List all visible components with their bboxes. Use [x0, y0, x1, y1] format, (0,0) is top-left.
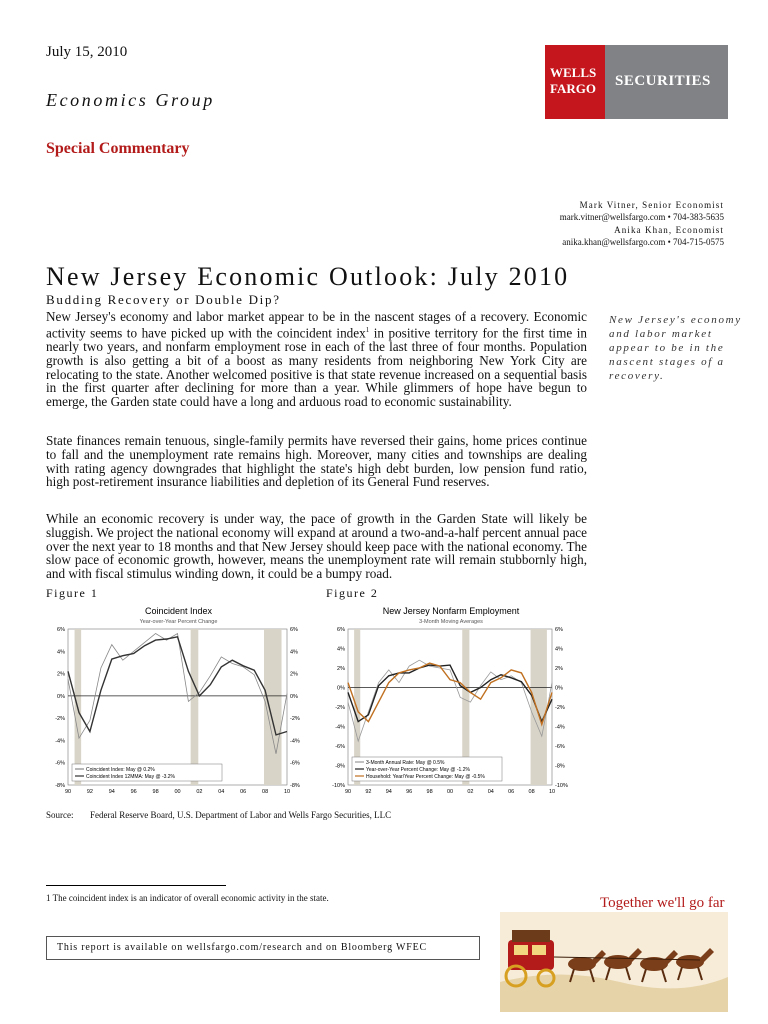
x-tick-label: 90 [64, 789, 72, 795]
figure-1-label: Figure 1 [46, 586, 99, 600]
paragraph-3: While an economic recovery is under way, the pace of growth in the Garden State will likely be sluggish. We project the national economy will expand at around a two-and-a-half percent annual pace over the next year to 18 months and that New Jersey should keep pace with the national economy. The slow pace of economic growth, however, means the unemployment rate will remain stubbornly high, and with fiscal stimulus winding down, it could be a bumpy road. [46, 511, 588, 582]
logo-fargo-text: FARGO [550, 81, 596, 96]
y-tick-label-right: -2% [555, 705, 565, 711]
x-tick-label: 00 [446, 789, 454, 795]
x-tick-label: 08 [262, 789, 269, 795]
y-tick-label-right: -8% [290, 783, 300, 789]
y-tick-label-right: -8% [555, 763, 565, 770]
y-tick-label-right: -4% [555, 724, 565, 731]
y-tick-label-right: -10% [555, 783, 568, 789]
report-date: July 15, 2010 [46, 44, 128, 60]
x-tick-label: 92 [86, 789, 93, 795]
y-tick-label-right: 4% [555, 646, 563, 653]
chart-subtitle: Year-over-Year Percent Change [139, 619, 218, 625]
x-tick-label: 06 [240, 789, 247, 795]
figure-source [46, 810, 391, 820]
paragraph-1-rest: in positive territory for the first time in nearly two years, and nonfarm employment rose in each of the last three of four months. Population growth is also getting a bit of a boost as many residents from neighboring New York City are relocating to the state. Another welcomed positive is that state revenue increased on a sequential basis in the first quarter after declining for more than a year. While glimmers of hope have begun to emerge, the Garden state could have a long and arduous road to economic sustainability. [46, 325, 587, 410]
paragraph-1-start: New Jersey's economy and labor market appear to be in the nascent stages of a recovery. Economic activity seems to have picked up with the coincident index [46, 309, 587, 341]
sidebar-pull-quote: New Jersey's economy and labor market appear to be in the nascent stages of a recovery. [609, 314, 742, 382]
author-1-name: Mark Vitner, Senior Economist [579, 200, 724, 210]
y-tick-label-left: -4% [55, 738, 65, 745]
y-tick-label-left: 6% [57, 627, 65, 633]
x-tick-label: 94 [108, 789, 115, 795]
figure-2-label: Figure 2 [326, 586, 379, 600]
report-availability-text[interactable]: This report is available on wellsfargo.com/research and on Bloomberg WFEC [57, 942, 427, 953]
y-tick-label-left: 2% [57, 671, 65, 678]
paragraph-1 [46, 310, 587, 409]
x-tick-label: 92 [365, 789, 372, 795]
plot-area [68, 629, 287, 785]
y-tick-label-left: 2% [337, 666, 345, 672]
coincident-index-chart [46, 601, 311, 801]
y-tick-label-right: 6% [555, 627, 563, 633]
x-tick-label: 04 [218, 789, 225, 795]
y-tick-label-left: -2% [55, 716, 65, 723]
footnote-number: 1 [46, 893, 51, 903]
logo-securities-text: SECURITIES [615, 73, 711, 89]
special-commentary-heading: Special Commentary [46, 140, 190, 157]
y-tick-label-right: 0% [290, 693, 298, 700]
author-block [560, 199, 724, 248]
article-subtitle: Budding Recovery or Double Dip? [46, 292, 281, 307]
x-tick-label: 10 [283, 789, 291, 795]
legend-entry: Year-over-Year Percent Change: May @ -1.2% [366, 767, 470, 773]
y-tick-label-left: -10% [332, 783, 345, 789]
chart-subtitle: 3-Month Moving Averages [419, 619, 483, 625]
logo-red-block [545, 45, 605, 119]
footnote-text: The coincident index is an indicator of overall economic activity in the state. [50, 893, 329, 903]
x-tick-label: 96 [130, 789, 137, 795]
legend-entry: 3-Month Annual Rate: May @ 0.5% [366, 760, 445, 766]
logo-wells-text: WELLS [550, 65, 597, 80]
legend-entry: Household: Year/Year Percent Change: May @ -0.5% [366, 774, 485, 780]
wells-fargo-securities-logo[interactable] [545, 45, 728, 119]
x-tick-label: 04 [487, 789, 494, 795]
x-tick-label: 08 [528, 789, 535, 795]
y-tick-label-left: -6% [335, 744, 345, 750]
stagecoach-logo-icon [500, 912, 728, 1012]
x-tick-label: 02 [196, 789, 203, 795]
y-tick-label-right: -6% [290, 760, 300, 767]
paragraph-2: State finances remain tenuous, single-family permits have reversed their gains, home prices continue to fall and the unemployment rate remains high. Moreover, many cities and townships are dealing with rating agency downgrades that highlight the state's high debt burden, low pension fund ratio, high post-retirement insurance liabilities and depletion of its General Fund reserves. [46, 433, 587, 490]
y-tick-label-right: 2% [555, 666, 563, 672]
y-tick-label-right: 4% [290, 649, 298, 656]
report-availability-box [46, 936, 480, 960]
legend-entry: Coincident Index: May @ 0.2% [86, 767, 155, 773]
y-tick-label-left: -8% [55, 783, 65, 789]
recession-band [531, 629, 547, 785]
x-tick-label: 10 [548, 789, 556, 795]
x-tick-label: 98 [426, 789, 433, 795]
x-tick-label: 06 [508, 789, 515, 795]
chart-title: Coincident Index [144, 606, 213, 616]
y-tick-label-right: -4% [290, 738, 300, 745]
footnote-divider [46, 885, 226, 886]
y-tick-label-left: 0% [57, 693, 65, 700]
recession-band [191, 629, 199, 785]
y-tick-label-right: -6% [555, 744, 565, 750]
x-tick-label: 98 [152, 789, 159, 795]
x-tick-label: 02 [467, 789, 474, 795]
author-2-name: Anika Khan, Economist [614, 224, 724, 235]
y-tick-label-left: -2% [335, 705, 345, 711]
y-tick-label-left: 6% [337, 627, 345, 633]
y-tick-label-left: -8% [335, 763, 345, 770]
chart-title: New Jersey Nonfarm Employment [382, 606, 520, 616]
author-2-contact[interactable]: anika.khan@wellsfargo.com • 704-715-0575 [562, 236, 724, 247]
y-tick-label-right: 0% [555, 685, 563, 692]
author-1-contact[interactable]: mark.vitner@wellsfargo.com • 704-383-5635 [559, 212, 724, 223]
brand-tagline: Together we'll go far [600, 895, 725, 911]
nj-nonfarm-employment-chart [326, 601, 576, 801]
logo-grey-block [605, 45, 728, 119]
x-tick-label: 94 [385, 789, 392, 795]
y-tick-label-right: 2% [290, 671, 298, 678]
footnote-ref[interactable]: 1 [365, 325, 370, 334]
legend-entry: Coincident Index 12MMA: May @ -3.2% [86, 774, 176, 780]
x-tick-label: 96 [406, 789, 413, 795]
y-tick-label-right: 6% [290, 627, 298, 633]
x-tick-label: 90 [344, 789, 352, 795]
x-tick-label: 00 [174, 789, 181, 795]
y-tick-label-left: 4% [337, 646, 345, 653]
y-tick-label-left: -6% [55, 760, 65, 767]
footnote [46, 893, 329, 903]
article-title: New Jersey Economic Outlook: July 2010 [46, 262, 570, 291]
y-tick-label-right: -2% [290, 716, 300, 723]
source-label: Source: [46, 810, 74, 820]
y-tick-label-left: 4% [57, 649, 65, 656]
y-tick-label-left: 0% [337, 685, 345, 692]
economics-group-heading: Economics Group [46, 90, 215, 110]
source-text: Federal Reserve Board, U.S. Department of Labor and Wells Fargo Securities, LLC [90, 810, 392, 820]
y-tick-label-left: -4% [335, 724, 345, 731]
